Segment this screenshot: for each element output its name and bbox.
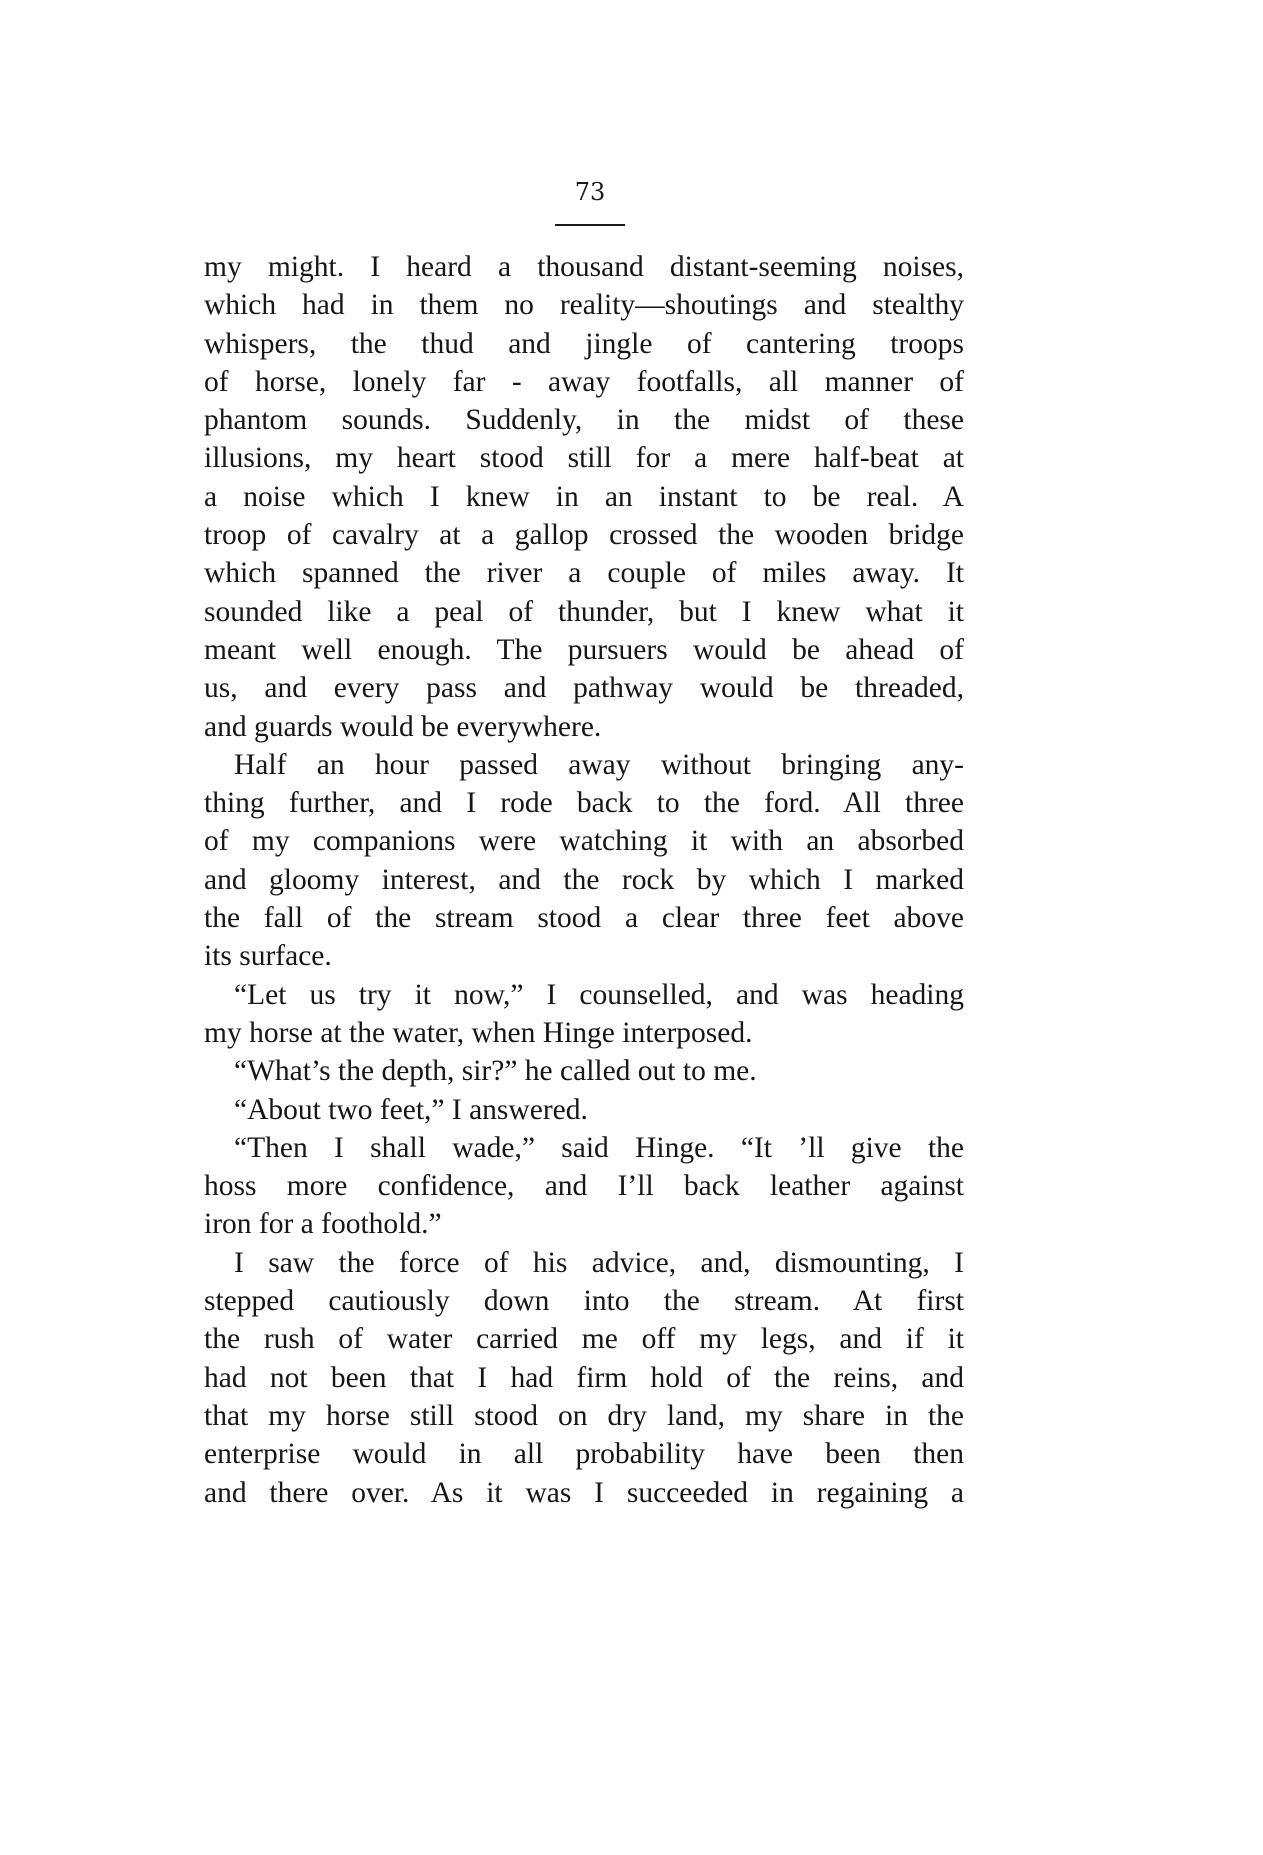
text-line: and gloomy interest, and the rock by which I marked [204, 863, 964, 896]
text-line: and there over. As it was I succeeded in regaining a [204, 1476, 964, 1509]
text-line: of my companions were watching it with an absorbed [204, 825, 964, 858]
text-line: its surface. [204, 940, 332, 973]
text-line: the rush of water carried me off my legs, and if it [204, 1323, 964, 1356]
text-line: hoss more confidence, and I’ll back leather against [204, 1170, 964, 1203]
text-line: illusions, my heart stood still for a mere half-beat at [204, 442, 964, 475]
text-line: “What’s the depth, sir?” he called out to me. [234, 1055, 757, 1088]
text-line: sounded like a peal of thunder, but I knew what it [204, 595, 964, 628]
text-line: my horse at the water, when Hinge interposed. [204, 1016, 753, 1049]
text-line: which spanned the river a couple of miles away. It [204, 557, 964, 590]
text-line: iron for a foothold.” [204, 1208, 442, 1241]
text-line: meant well enough. The pursuers would be ahead of [204, 633, 964, 666]
text-line: “Let us try it now,” I counselled, and was heading [234, 978, 964, 1011]
text-line: enterprise would in all probability have been then [204, 1438, 964, 1471]
text-line: thing further, and I rode back to the ford. All three [204, 787, 964, 820]
text-line: a noise which I knew in an instant to be real. A [204, 480, 964, 513]
text-line: us, and every pass and pathway would be threaded, [204, 672, 964, 705]
text-line: of horse, lonely far - away footfalls, all manner of [204, 365, 964, 398]
text-line: stepped cautiously down into the stream. At first [204, 1285, 964, 1318]
text-line: my might. I heard a thousand distant-seeming noises, [204, 251, 964, 283]
page-number-rule [555, 224, 625, 226]
text-line: the fall of the stream stood a clear three feet above [204, 902, 964, 935]
text-line: that my horse still stood on dry land, my share in the [204, 1399, 964, 1432]
text-line: I saw the force of his advice, and, dismounting, I [234, 1246, 964, 1279]
body-text [204, 248, 964, 1512]
text-line: Half an hour passed away without bringing any- [234, 748, 964, 781]
text-line: which had in them no reality—shoutings and stealthy [204, 289, 964, 322]
page-number: 73 [574, 178, 606, 206]
text-line: phantom sounds. Suddenly, in the midst of these [204, 404, 964, 437]
text-line: and guards would be everywhere. [204, 710, 602, 743]
text-line: had not been that I had firm hold of the reins, and [204, 1361, 964, 1394]
text-line: whispers, the thud and jingle of cantering troops [204, 327, 964, 360]
text-line: “Then I shall wade,” said Hinge. “It ’ll give the [234, 1131, 964, 1164]
text-line: troop of cavalry at a gallop crossed the wooden bridge [204, 519, 964, 552]
text-line: “About two feet,” I answered. [234, 1093, 588, 1126]
